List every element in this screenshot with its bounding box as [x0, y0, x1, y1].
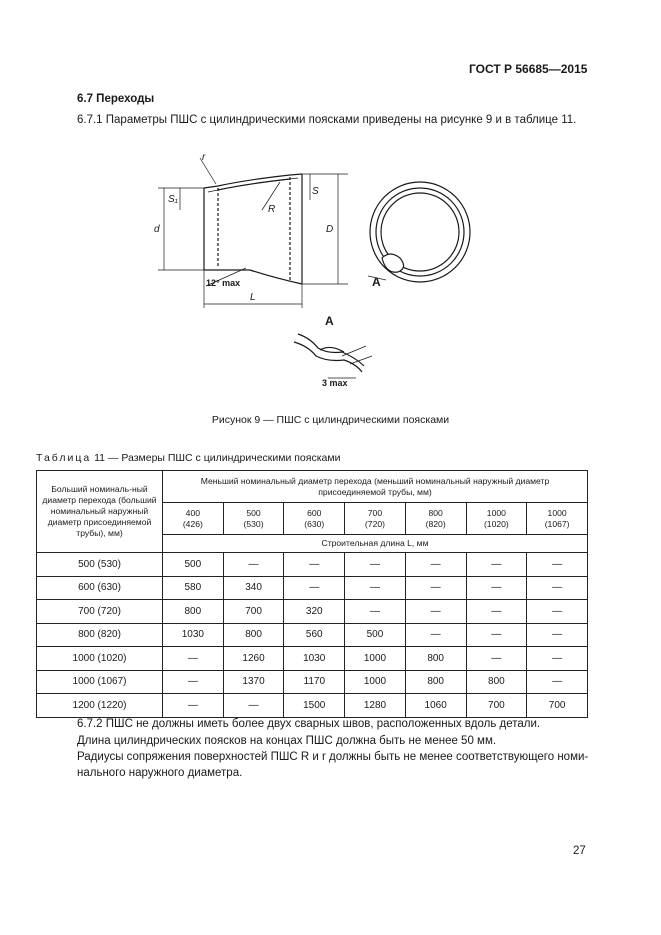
row-label: 1000 (1067) — [37, 670, 163, 694]
label-D: D — [326, 224, 334, 235]
table-cell: 580 — [163, 576, 224, 600]
corner-header: Больший номиналь-ный диаметр перехода (больший номинальный наружный диаметр присоединяемой трубы), мм) — [37, 471, 163, 553]
label-A-view: A — [325, 314, 334, 328]
table-row — [37, 553, 588, 577]
row-label: 500 (530) — [37, 553, 163, 577]
table-row — [37, 694, 588, 718]
label-3max: 3 max — [322, 378, 348, 388]
col-dn: 600 — [307, 507, 322, 518]
standard-number: ГОСТ Р 56685—2015 — [469, 62, 588, 76]
table-cell: 1000 — [345, 647, 406, 671]
detail-a-view — [294, 314, 372, 388]
col-header — [163, 503, 224, 535]
table-cell: — — [163, 647, 224, 671]
col-header — [527, 503, 588, 535]
table-cell: — — [466, 647, 527, 671]
table-cell: 700 — [527, 694, 588, 718]
table-cell: — — [527, 623, 588, 647]
table-cell: 500 — [345, 623, 406, 647]
paragraph-radius-1: Радиусы сопряжения поверхностей ПШС R и r должны быть не менее соответствующего номи- — [77, 751, 589, 763]
reducer-side-view — [154, 152, 348, 308]
table-cell: 560 — [284, 623, 345, 647]
col-dn: 400 — [185, 507, 201, 518]
table-body — [37, 553, 588, 718]
table-cell: 700 — [223, 600, 284, 624]
table-cell: — — [405, 623, 466, 647]
table-cell: 1500 — [284, 694, 345, 718]
table-cell: 1170 — [284, 670, 345, 694]
table-row — [37, 670, 588, 694]
table-cell: 340 — [223, 576, 284, 600]
table-cell: 800 — [466, 670, 527, 694]
paragraph-6-7-2: 6.7.2 ПШС не должны иметь более двух сварных швов, расположенных вдоль детали. — [77, 718, 541, 730]
table-cell: — — [527, 647, 588, 671]
length-header: Строительная длина L, мм — [163, 535, 588, 553]
col-od: (530) — [243, 518, 264, 529]
col-od: (426) — [182, 518, 203, 529]
table-cell: — — [223, 694, 284, 718]
table-cell: 1030 — [163, 623, 224, 647]
table-cell: 1030 — [284, 647, 345, 671]
table-cell: 1000 — [345, 670, 406, 694]
table-cell: — — [466, 576, 527, 600]
col-header — [345, 503, 406, 535]
col-dn: 1000 — [486, 507, 506, 518]
top-header: Меньший номинальный диаметр перехода (меньший номинальный наружный диаметр присоединяемой трубы, мм) — [163, 471, 588, 503]
col-dn: 500 — [246, 507, 261, 518]
table-row — [37, 576, 588, 600]
table-cell: — — [163, 694, 224, 718]
figure-caption: Рисунок 9 — ПШС с цилиндрическими поясками — [211, 414, 450, 426]
col-od: (720) — [364, 518, 385, 529]
row-label: 800 (820) — [37, 623, 163, 647]
label-A: A — [372, 275, 381, 289]
label-L: L — [250, 292, 256, 303]
reducer-end-view — [368, 182, 470, 289]
table-cell: 800 — [163, 600, 224, 624]
table-cell: — — [527, 576, 588, 600]
row-label: 1200 (1220) — [37, 694, 163, 718]
page-number: 27 — [573, 845, 586, 857]
table-cell: — — [527, 553, 588, 577]
table-cell: — — [405, 576, 466, 600]
paragraph-length: Длина цилиндрических поясков на концах ПШС должна быть не менее 50 мм. — [77, 735, 497, 747]
label-S: S — [312, 186, 319, 197]
label-r: r — [202, 152, 206, 163]
col-dn: 700 — [367, 507, 383, 518]
table-row — [37, 600, 588, 624]
table-cell: — — [223, 553, 284, 577]
table-cell: — — [284, 576, 345, 600]
paragraph-radius-2: нального наружного диаметра. — [77, 767, 243, 779]
row-label: 600 (630) — [37, 576, 163, 600]
table-cell: 800 — [405, 647, 466, 671]
table-cell: — — [405, 600, 466, 624]
table-cell: — — [345, 553, 406, 577]
label-angle: 12° max — [206, 278, 241, 288]
table-cell: 1370 — [223, 670, 284, 694]
table-cell: 700 — [466, 694, 527, 718]
figure-9-drawing — [150, 150, 490, 400]
col-od: (1020) — [483, 518, 509, 529]
table-cell: — — [284, 553, 345, 577]
table-cell: 800 — [405, 670, 466, 694]
col-dn: 800 — [428, 507, 443, 518]
table-row — [37, 647, 588, 671]
table-cell: — — [405, 553, 466, 577]
paragraph-6-7-1: 6.7.1 Параметры ПШС с цилиндрическими поясками приведены на рисунке 9 и в таблице 11. — [77, 114, 577, 126]
table-cell: 500 — [163, 553, 224, 577]
table-row — [37, 623, 588, 647]
table-cell: — — [466, 553, 527, 577]
label-d: d — [154, 224, 160, 235]
table-cell: 1280 — [345, 694, 406, 718]
label-R: R — [268, 204, 276, 215]
table-cell: 1060 — [405, 694, 466, 718]
table-cell: — — [527, 600, 588, 624]
table-caption — [36, 452, 340, 464]
col-od: (630) — [304, 518, 325, 529]
table-label: Таблица — [36, 452, 92, 464]
table-cell: — — [345, 600, 406, 624]
col-header — [466, 503, 527, 535]
row-label: 700 (720) — [37, 600, 163, 624]
dimensions-table — [36, 470, 588, 718]
table-cell: 800 — [223, 623, 284, 647]
table-cell: 1260 — [223, 647, 284, 671]
table-cell: — — [466, 623, 527, 647]
col-header — [405, 503, 466, 535]
col-header — [284, 503, 345, 535]
table-cell: — — [345, 576, 406, 600]
table-title: 11 — Размеры ПШС с цилиндрическими поясками — [94, 452, 341, 464]
col-dn: 1000 — [547, 507, 567, 518]
table-cell: — — [527, 670, 588, 694]
label-s1: S₁ — [168, 194, 178, 205]
table-cell: 320 — [284, 600, 345, 624]
table-cell: — — [466, 600, 527, 624]
col-od: (1067) — [544, 518, 570, 529]
section-title: 6.7 Переходы — [77, 93, 155, 105]
col-od: (820) — [425, 518, 446, 529]
table-cell: — — [163, 670, 224, 694]
row-label: 1000 (1020) — [37, 647, 163, 671]
col-header — [223, 503, 284, 535]
